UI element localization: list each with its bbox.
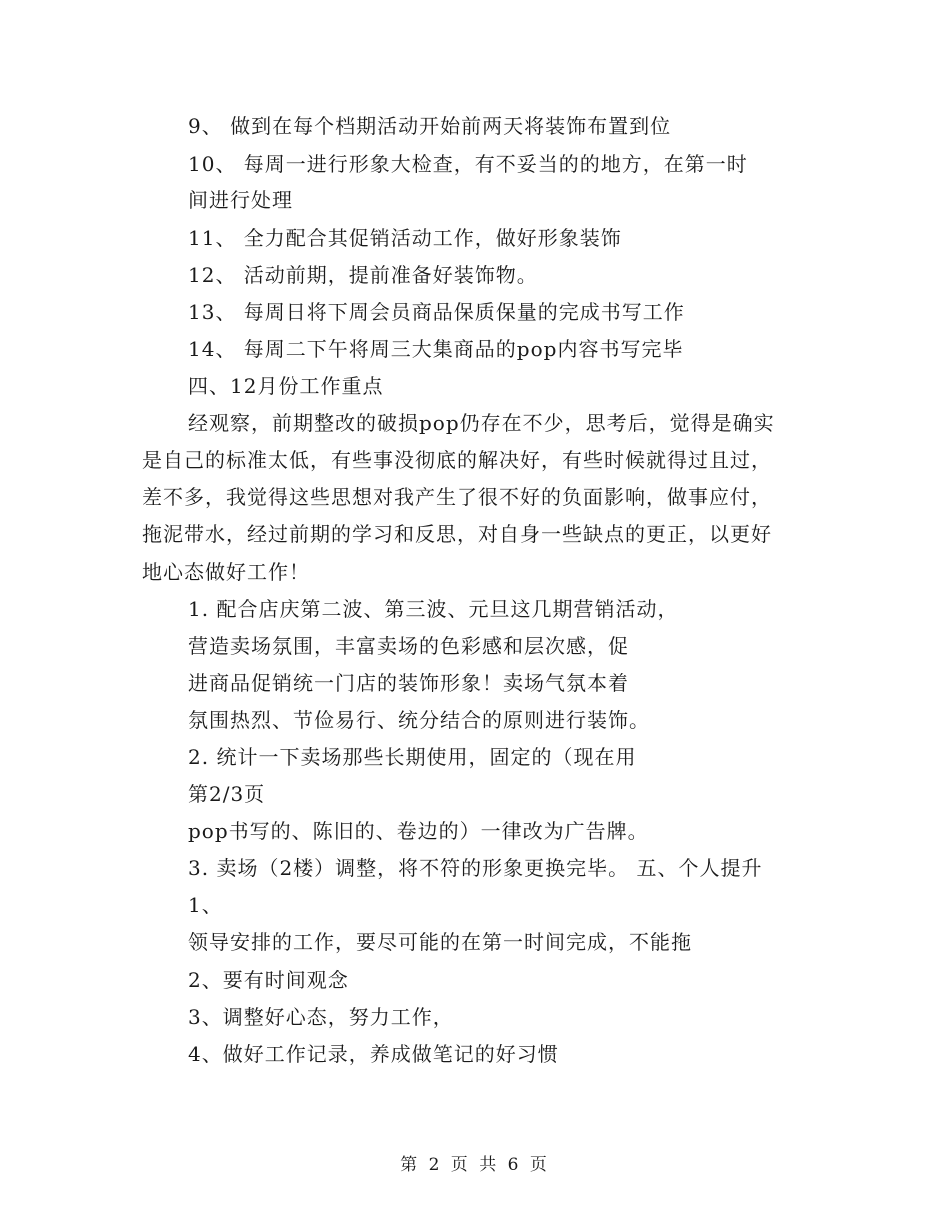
text-line: 13、 每周日将下周会员商品保质保量的完成书写工作 — [188, 300, 685, 324]
text-line: 2、要有时间观念 — [188, 968, 349, 992]
text-line: 2. 统计一下卖场那些长期使用，固定的（现在用 — [188, 745, 637, 769]
section-heading: 四、12月份工作重点 — [188, 374, 384, 398]
text-line: 14、 每周二下午将周三大集商品的pop内容书写完毕 — [188, 337, 684, 361]
text-line: pop书写的、陈旧的、卷边的）一律改为广告牌。 — [188, 819, 649, 843]
text-line: 是自己的标准太低，有些事没彻底的解决好，有些时候就得过且过， — [142, 448, 772, 472]
text-line: 3、调整好心态，努力工作， — [188, 1005, 454, 1029]
text-line: 营造卖场氛围，丰富卖场的色彩感和层次感，促 — [188, 634, 629, 658]
text-line: 1. 配合店庆第二波、第三波、元旦这几期营销活动， — [188, 597, 679, 621]
text-line: 差不多，我觉得这些思想对我产生了很不好的负面影响，做事应付， — [142, 485, 772, 509]
text-line: 拖泥带水，经过前期的学习和反思，对自身一些缺点的更正，以更好 — [142, 522, 772, 546]
text-line: 12、 活动前期，提前准备好装饰物。 — [188, 263, 538, 287]
text-line: 进商品促销统一门店的装饰形象！卖场气氛本着 — [188, 671, 629, 695]
text-line: 4、做好工作记录，养成做笔记的好习惯 — [188, 1042, 559, 1066]
text-line: 1、 — [188, 893, 223, 917]
text-line: 领导安排的工作，要尽可能的在第一时间完成，不能拖 — [188, 930, 692, 954]
text-line: 间进行处理 — [188, 188, 293, 212]
text-line: 9、 做到在每个档期活动开始前两天将装饰布置到位 — [188, 114, 672, 138]
text-line: 3. 卖场（2楼）调整，将不符的形象更换完毕。 五、个人提升 — [188, 856, 763, 880]
text-line: 经观察，前期整改的破损pop仍存在不少，思考后，觉得是确实 — [188, 411, 775, 435]
text-line: 10、 每周一进行形象大检查，有不妥当的的地方，在第一时 — [188, 152, 748, 176]
inline-page-marker: 第2/3页 — [188, 782, 266, 806]
page-footer: 第 2 页 共 6 页 — [400, 1155, 550, 1175]
text-line: 11、 全力配合其促销活动工作，做好形象装饰 — [188, 226, 622, 250]
text-line: 氛围热烈、节俭易行、统分结合的原则进行装饰。 — [188, 708, 650, 732]
text-line: 地心态做好工作！ — [142, 560, 310, 584]
